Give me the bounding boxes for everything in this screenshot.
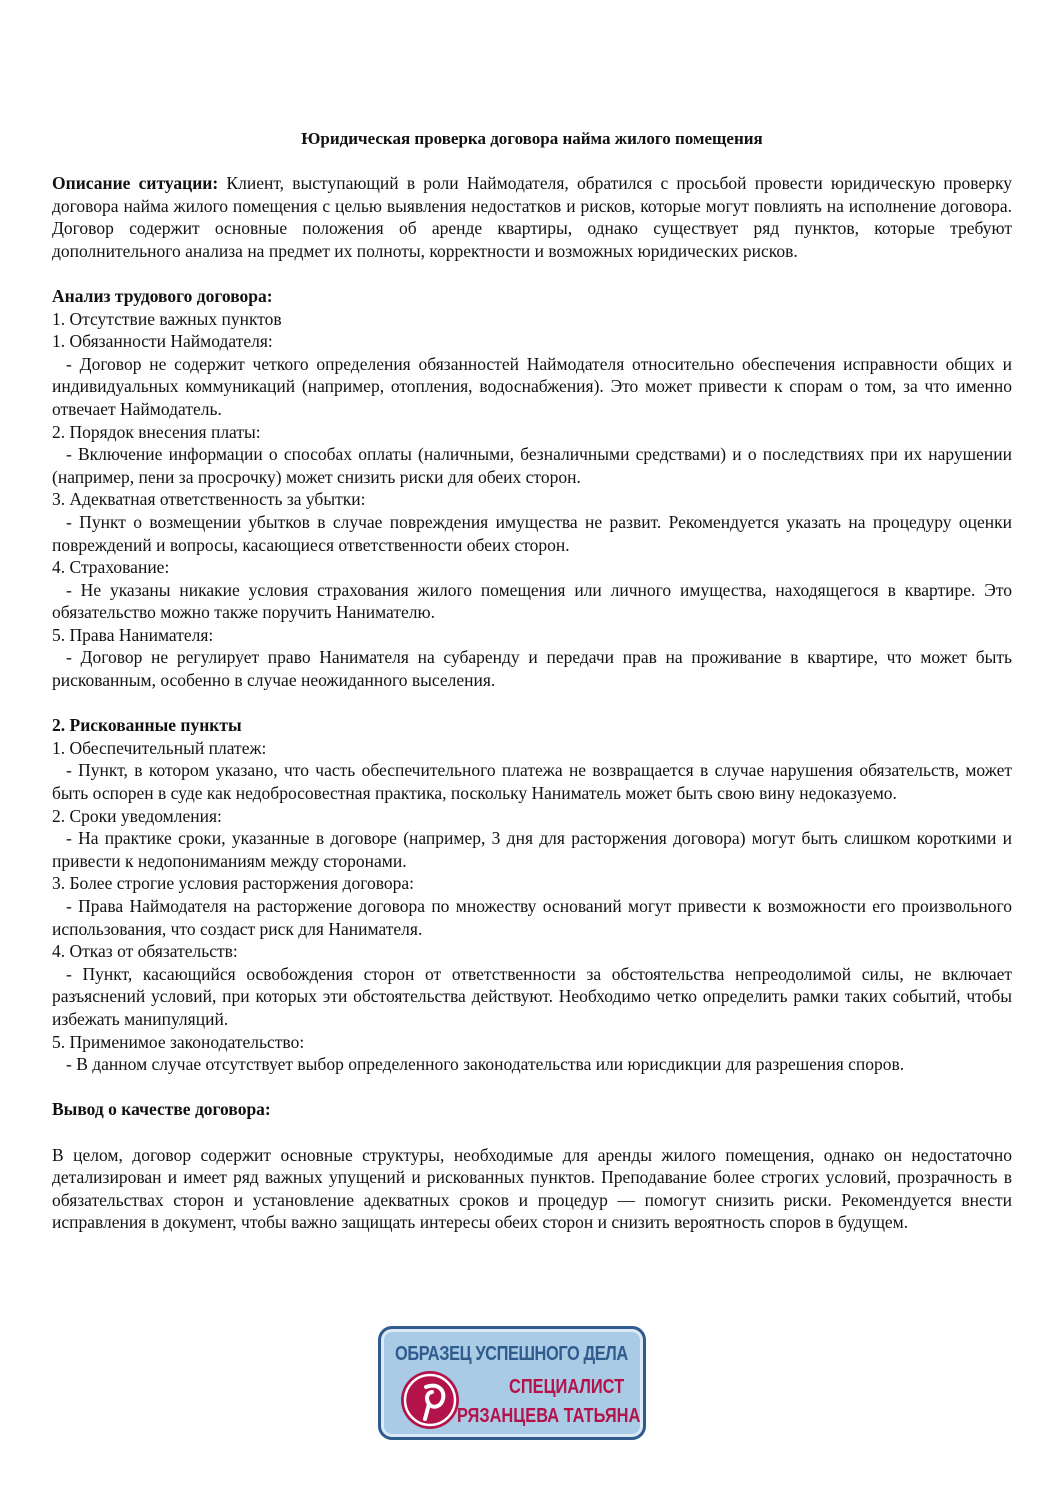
intro-label: Описание ситуации:	[52, 173, 219, 193]
risky-item-text: - Права Наймодателя на расторжение договора по множеству оснований могут привести к возможности его произвольного использования, что создаст риск для Нанимателя.	[52, 896, 1012, 939]
risky-item-title: 3. Более строгие условия расторжения договора:	[52, 873, 414, 894]
risky-section-heading: 2. Рискованные пункты	[52, 715, 242, 736]
missing-item-title: 2. Порядок внесения платы:	[52, 421, 261, 442]
risky-item-title: 5. Применимое законодательство:	[52, 1031, 305, 1052]
conclusion-paragraph: В целом, договор содержит основные структуры, необходимые для аренды жилого помещения, однако он недостаточно детализирован и имеет ряд важных упущений и рискованных пунктов. Преподавание более строгих условий, прозрачность в обязательствах сторон и установление адекватных сроков и процедур — помогут снизить риски. Рекомендуется внести исправления в документ, чтобы важно защищать интересы обеих сторон и снизить вероятность споров в будущем.	[52, 1144, 1012, 1233]
missing-item-title: 1. Обязанности Наймодателя:	[52, 331, 273, 352]
missing-item-text: - Не указаны никакие условия страхования жилого помещения или личного имущества, находящегося в квартире. Это обязательство можно также поручить Нанимателю.	[52, 579, 1012, 623]
stamp-line-1: ОБРАЗЕЦ УСПЕШНОГО ДЕЛА	[395, 1343, 628, 1365]
missing-item-text: - Договор не содержит четкого определения обязанностей Наймодателя относительно обеспечения исправности общих и индивидуальных коммуникаций (например, отопления, водоснабжения). Это может привести к спорам о том, за что именно отвечает Наймодатель.	[52, 353, 1012, 419]
risky-item-title: 2. Сроки уведомления:	[52, 805, 222, 826]
intro-paragraph	[52, 172, 1012, 262]
missing-item-title: 5. Права Нанимателя:	[52, 624, 214, 645]
risky-item-text: - Пункт, в котором указано, что часть обеспечительного платежа не возвращается в случае нарушения обязательств, может быть оспорен в суде как недобросовестная практика, поскольку Наниматель может быть свою вину недоказуемо.	[52, 760, 1012, 804]
missing-item-text: - Включение информации о способах оплаты (наличными, безналичными средствами) и о последствиях при их нарушении (например, пени за просрочку) может снизить риски для обеих сторон.	[52, 444, 1012, 487]
risky-item-text: - На практике сроки, указанные в договоре (например, 3 дня для расторжения договора) могут быть слишком короткими и привести к недопониманиям между сторонами.	[52, 828, 1012, 871]
success-stamp	[378, 1326, 646, 1440]
missing-item-title: 3. Адекватная ответственность за убытки:	[52, 489, 366, 510]
pinterest-icon	[399, 1369, 461, 1431]
missing-section-heading: 1. Отсутствие важных пунктов	[52, 308, 282, 329]
intro-text: Клиент, выступающий в роли Наймодателя, обратился с просьбой провести юридическую проверку договора найма жилого помещения с целью выявления недостатков и рисков, которые могут повлиять на исполнение договора. Договор содержит основные положения об аренде квартиры, однако существует ряд пунктов, которые требуют дополнительного анализа на предмет их полноты, корректности и возможных юридических рисков.	[52, 173, 1012, 261]
document-page	[52, 128, 1012, 1234]
risky-item-title: 1. Обеспечительный платеж:	[52, 737, 267, 758]
stamp-line-2: СПЕЦИАЛИСТ	[509, 1376, 625, 1398]
risky-item-text: - Пункт, касающийся освобождения сторон от ответственности за обстоятельства непреодолимой силы, не включает разъяснений условий, при которых эти обстоятельства действуют. Необходимо четко определить рамки таких событий, чтобы избежать манипуляций.	[52, 963, 1012, 1029]
stamp-line-3: РЯЗАНЦЕВА ТАТЬЯНА	[457, 1405, 641, 1427]
document-title: Юридическая проверка договора найма жилого помещения	[301, 129, 763, 148]
missing-item-text: - Пункт о возмещении убытков в случае повреждения имущества не развит. Рекомендуется указать на процедуру оценки повреждений и вопросы, касающиеся ответственности обеих сторон.	[52, 511, 1012, 555]
analysis-heading: Анализ трудового договора:	[52, 285, 273, 306]
conclusion-heading: Вывод о качестве договора:	[52, 1099, 271, 1120]
missing-item-title: 4. Страхование:	[52, 557, 170, 578]
risky-item-text: - В данном случае отсутствует выбор определенного законодательства или юрисдикции для разрешения споров.	[66, 1054, 905, 1075]
risky-item-title: 4. Отказ от обязательств:	[52, 941, 238, 962]
missing-item-text: - Договор не регулирует право Нанимателя на субаренду и передачи прав на проживание в квартире, что может быть рискованным, особенно в случае неожиданного выселения.	[52, 647, 1012, 691]
